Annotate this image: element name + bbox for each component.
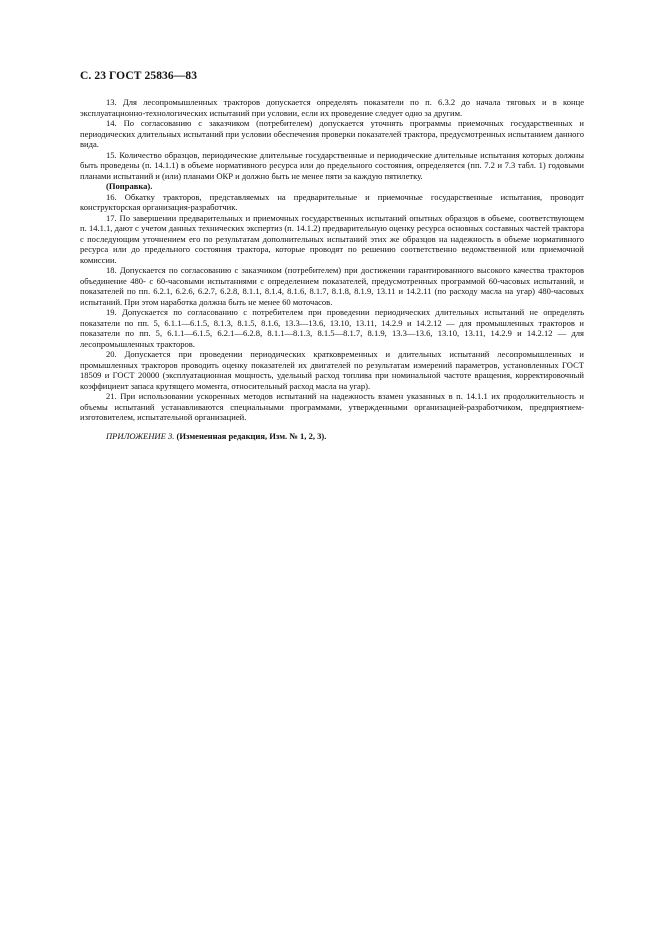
paragraph-16: 16. Обкатку тракторов, представляемых на предварительные и приемочные государственные испытания, проводит конструкторская организация-разработчик. (80, 191, 584, 213)
appendix-label: ПРИЛОЖЕНИЕ 3. (106, 430, 175, 441)
page-header: С. 23 ГОСТ 25836—83 (80, 70, 198, 82)
paragraph-14: 14. По согласованию с заказчиком (потребителем) допускается уточнять программы приемочных государственных и периодических длительных испытаний при условии обеспечения проверки показателей трактора, предусмотренных испытанием данного вида. (80, 118, 584, 150)
correction-note: (Поправка). (106, 181, 153, 192)
paragraph-21: 21. При использовании ускоренных методов испытаний на надежность взамен указанных в п. 14.1.1 их продолжительность и объемы испытаний устанавливаются специальными программами, утвержденными организацией-разработчиком, предприятием-изготовителем, испытательной организацией. (80, 391, 584, 423)
appendix-line (80, 431, 584, 442)
appendix-note: (Измененная редакция, Изм. № 1, 2, 3). (176, 430, 327, 441)
paragraph-17: 17. По завершении предварительных и приемочных государственных испытаний опытных образцов в объеме, соответствующем п. 14.1.1, дают с учетом данных технических экспертиз (п. 14.1.2) предварительную оценку ресурса основных составных частей трактора с последующим уточнением его по результатам дополнительных испытаний этих же образцов на надежность в объеме нормативного ресурса или до предельного состояния трактора, которые проводят по решению соответственно ведомственной или приемочной комиссии. (80, 212, 584, 265)
paragraph-13: 13. Для лесопромышленных тракторов допускается определять показатели по п. 6.3.2 до начала тяговых и в конце эксплуатационно-технологических испытаний при условии, если их проведение следует одно за другим. (80, 97, 584, 118)
paragraph-15: 15. Количество образцов, периодические длительные государственные и периодические длительные испытания которых должны быть проведены (п. 14.1.1) в объеме нормативного ресурса или до предельного состояния, определяется (пп. 7.2 и 7.3 табл. 1) годовыми планами испытаний и (или) планами ОКР и должно быть не менее пяти за каждую пятилетку. (80, 149, 584, 181)
document-body (80, 97, 584, 442)
paragraph-20: 20. Допускается при проведении периодических кратковременных и длительных испытаний лесопромышленных и промышленных тракторов проводить оценку показателей их двигателей по результатам измерений параметров, установленных ГОСТ 18509 и ГОСТ 20000 (эксплуатационная мощность, удельный расход топлива при номинальной частоте вращения, корректировочный коэффициент запаса крутящего момента, относительный расход масла на угар). (80, 349, 584, 391)
paragraph-19: 19. Допускается по согласованию с потребителем при проведении периодических длительных испытаний не определять показатели по пп. 5, 6.1.1—6.1.5, 8.1.3, 8.1.5, 8.1.6, 13.3—13.6, 13.10, 13.11, 14.2.9 и 14.2.12 — для промышленных тракторов и показатели по пп. 5, 6.1.1—6.1.5, 6.2.1—6.2.8, 8.1.1—8.1.3, 8.1.5—8.1.7, 8.1.9, 13.3—13.6, 13.10, 13.11, 14.2.9 и 14.2.12 — для лесопромышленных тракторов. (80, 307, 584, 349)
paragraph-18: 18. Допускается по согласованию с заказчиком (потребителем) при достижении гарантированного высокого качества тракторов объединение 480- с 60-часовыми испытаниями с определением показателей, предусмотренных программой 60-часовых испытаний, и показателей по пп. 6.2.1, 6.2.6, 6.2.7, 6.2.8, 8.1.1, 8.1.4, 8.1.6, 8.1.7, 8.1.8, 8.1.9, 13.11 и 14.2.11 (по расходу масла на угар) 480-часовых испытаний. При этом наработка должна быть не менее 60 моточасов. (80, 265, 584, 307)
